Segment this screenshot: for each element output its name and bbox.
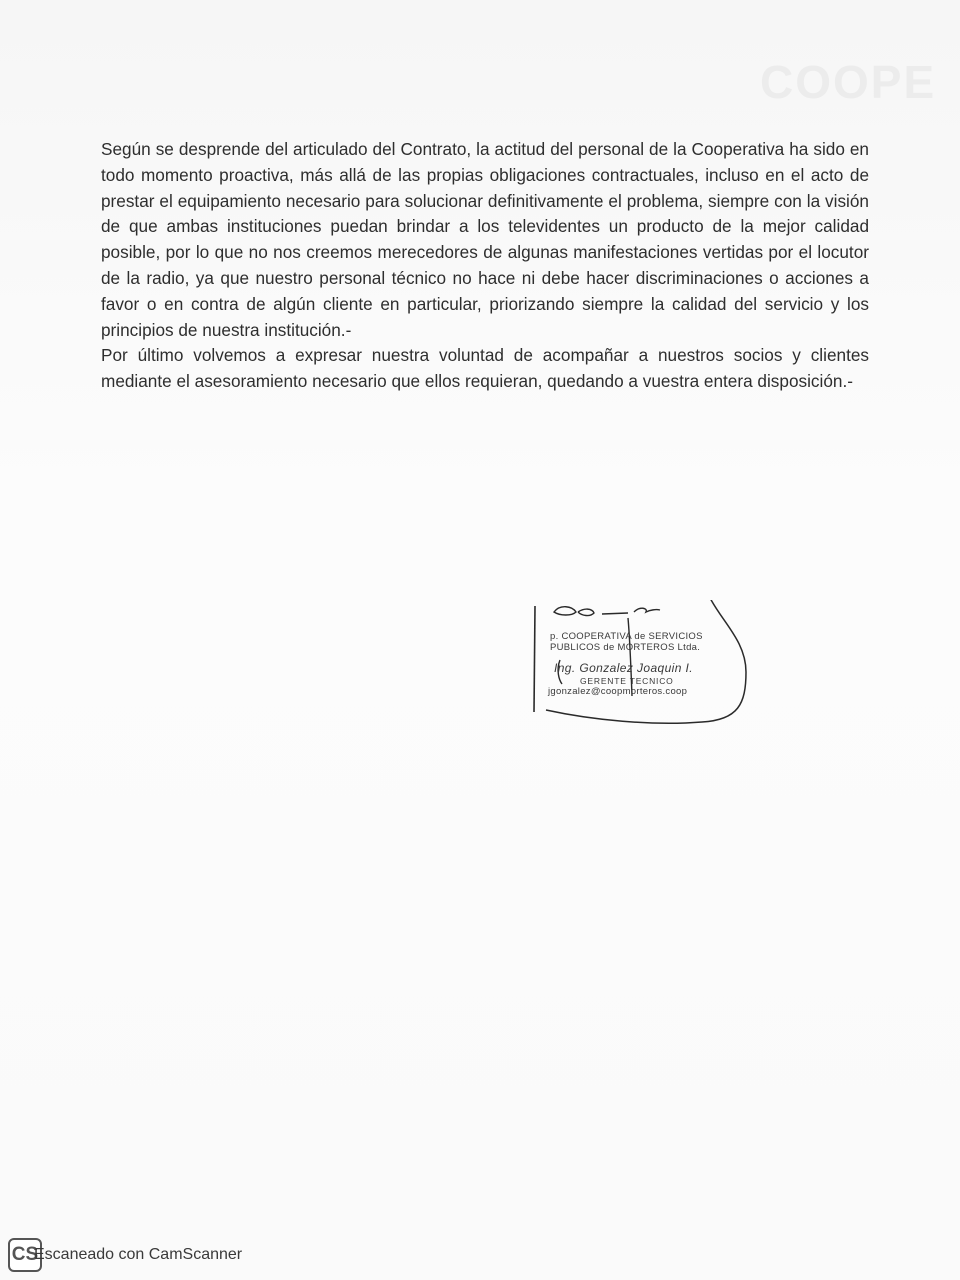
stamp-org-line-2: PUBLICOS de MORTEROS Ltda. — [550, 642, 701, 653]
stamp-signer-title: GERENTE TECNICO — [580, 676, 674, 686]
signature-stamp — [532, 600, 752, 725]
letterhead-watermark: COOPE — [760, 56, 937, 108]
letter-body — [101, 137, 869, 395]
paragraph-1: Según se desprende del articulado del Contrato, la actitud del personal de la Cooperativa ha sido en todo momento proactiva, más allá de las propias obligaciones contractuales, incluso en el acto de prestar el equipamiento necesario para solucionar definitivamente el problema, siempre con la visión de que ambas instituciones puedan brindar a los televidentes un producto de la mejor calidad posible, por lo que no nos creemos merecedores de algunas manifestaciones vertidas por el locutor de la radio, ya que nuestro personal técnico no hace ni debe hacer discriminaciones o acciones a favor o en contra de algún cliente en particular, priorizando siempre la calidad del servicio y los principios de nuestra institución.- — [101, 139, 869, 340]
stamp-org-line-1: p. COOPERATIVA de SERVICIOS — [550, 631, 703, 642]
camscanner-logo-icon: CS — [8, 1238, 42, 1272]
scanner-label: Escaneado con CamScanner — [34, 1246, 243, 1263]
scanner-footer — [8, 1236, 242, 1274]
stamp-signer-email: jgonzalez@coopmorteros.coop — [548, 686, 688, 697]
stamp-signer-name: Ing. Gonzalez Joaquin I. — [554, 661, 694, 675]
paragraph-2: Por último volvemos a expresar nuestra voluntad de acompañar a nuestros socios y clientes mediante el asesoramiento necesario que ellos requieran, quedando a vuestra entera disposición.- — [101, 345, 869, 392]
